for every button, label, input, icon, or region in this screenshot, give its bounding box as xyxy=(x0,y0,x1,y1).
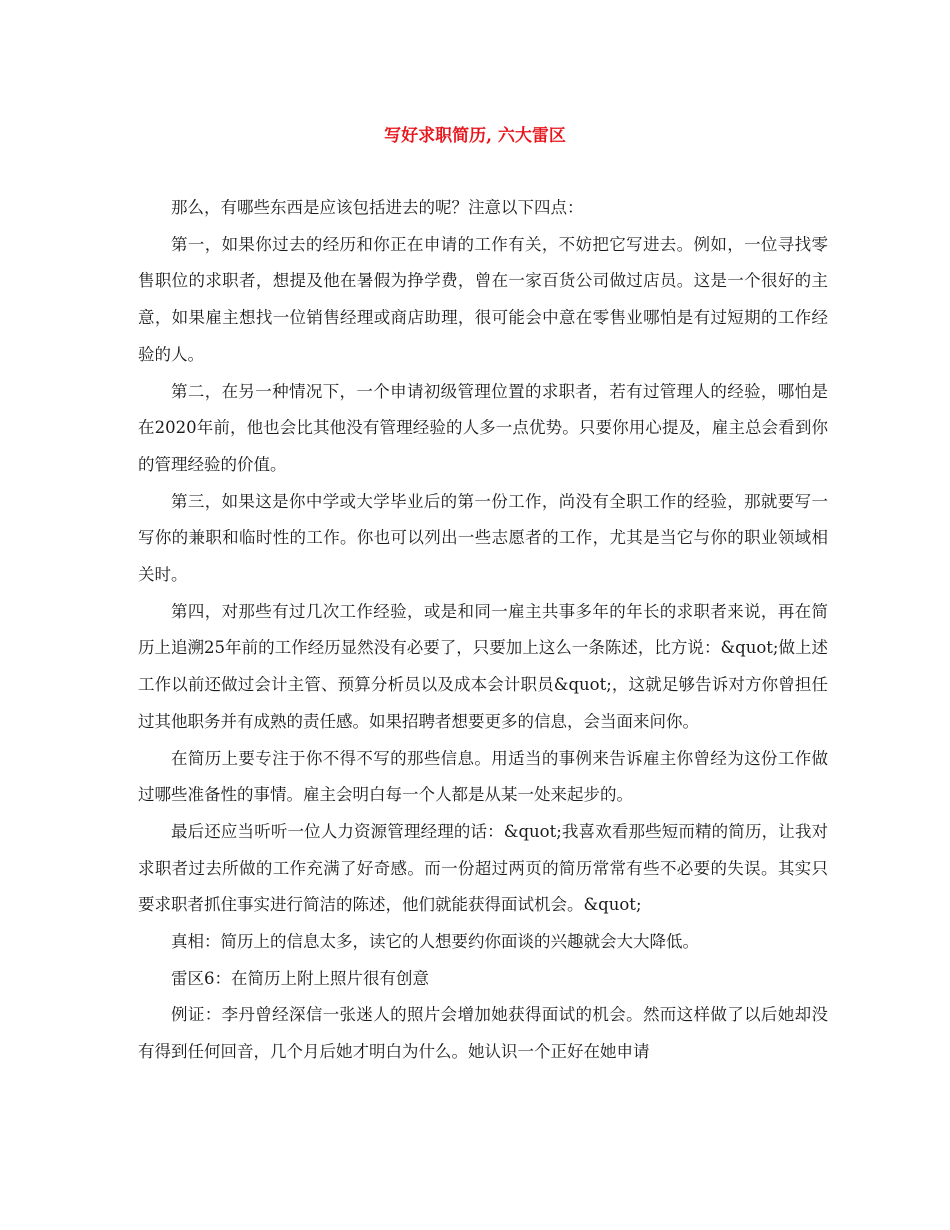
document-body xyxy=(138,190,828,1071)
paragraph-hr-quote: 最后还应当听听一位人力资源管理经理的话：&quot;我喜欢看那些短而精的简历，让我对求职者过去所做的工作充满了好奇感。而一份超过两页的简历常常有些不必要的失误。其实只要求职者抓住事实进行简洁的陈述，他们就能获得面试机会。&quot; xyxy=(138,821,828,915)
paragraph-point-2: 第二，在另一种情况下，一个申请初级管理位置的求职者，若有过管理人的经验，哪怕是在2020年前，他也会比其他没有管理经验的人多一点优势。只要你用心提及，雇主总会看到你的管理经验的价值。 xyxy=(138,381,828,474)
paragraph-point-1: 第一，如果你过去的经历和你正在申请的工作有关，不妨把它写进去。例如，一位寻找零售职位的求职者，想提及他在暑假为挣学费，曾在一家百货公司做过店员。这是一个很好的主意，如果雇主想找一位销售经理或商店助理，很可能会中意在零售业哪怕是有过短期的工作经验的人。 xyxy=(138,234,828,364)
paragraph-point-3: 第三，如果这是你中学或大学毕业后的第一份工作，尚没有全职工作的经验，那就要写一写你的兼职和临时性的工作。你也可以列出一些志愿者的工作，尤其是当它与你的职业领域相关时。 xyxy=(138,491,828,585)
paragraph-intro: 那么，有哪些东西是应该包括进去的呢？注意以下四点： xyxy=(171,198,584,217)
paragraph-pitfall-6-heading: 雷区6：在简历上附上照片很有创意 xyxy=(171,968,429,988)
paragraph-point-4: 第四，对那些有过几次工作经验，或是和同一雇主共事多年的年长的求职者来说，再在简历上追溯25年前的工作经历显然没有必要了，只要加上这么一条陈述，比方说：&quot;做上述工作以前还做过会计主管、预算分析员以及成本会计职员&quot;，这就足够告诉对方你曾担任过其他职务并有成熟的责任感。如果招聘者想要更多的信息，会当面来问你。 xyxy=(138,601,828,731)
paragraph-example: 例证：李丹曾经深信一张迷人的照片会增加她获得面试的机会。然而这样做了以后她却没有得到任何回音，几个月后她才明白为什么。她认识一个正好在她申请 xyxy=(138,1005,828,1062)
paragraph-focus: 在简历上要专注于你不得不写的那些信息。用适当的事例来告诉雇主你曾经为这份工作做过哪些准备性的事情。雇主会明白每一个人都是从某一处来起步的。 xyxy=(138,748,828,805)
paragraph-truth: 真相：简历上的信息太多，读它的人想要约你面谈的兴趣就会大大降低。 xyxy=(171,932,699,952)
document-title: 写好求职简历, 六大雷区 xyxy=(384,126,566,146)
